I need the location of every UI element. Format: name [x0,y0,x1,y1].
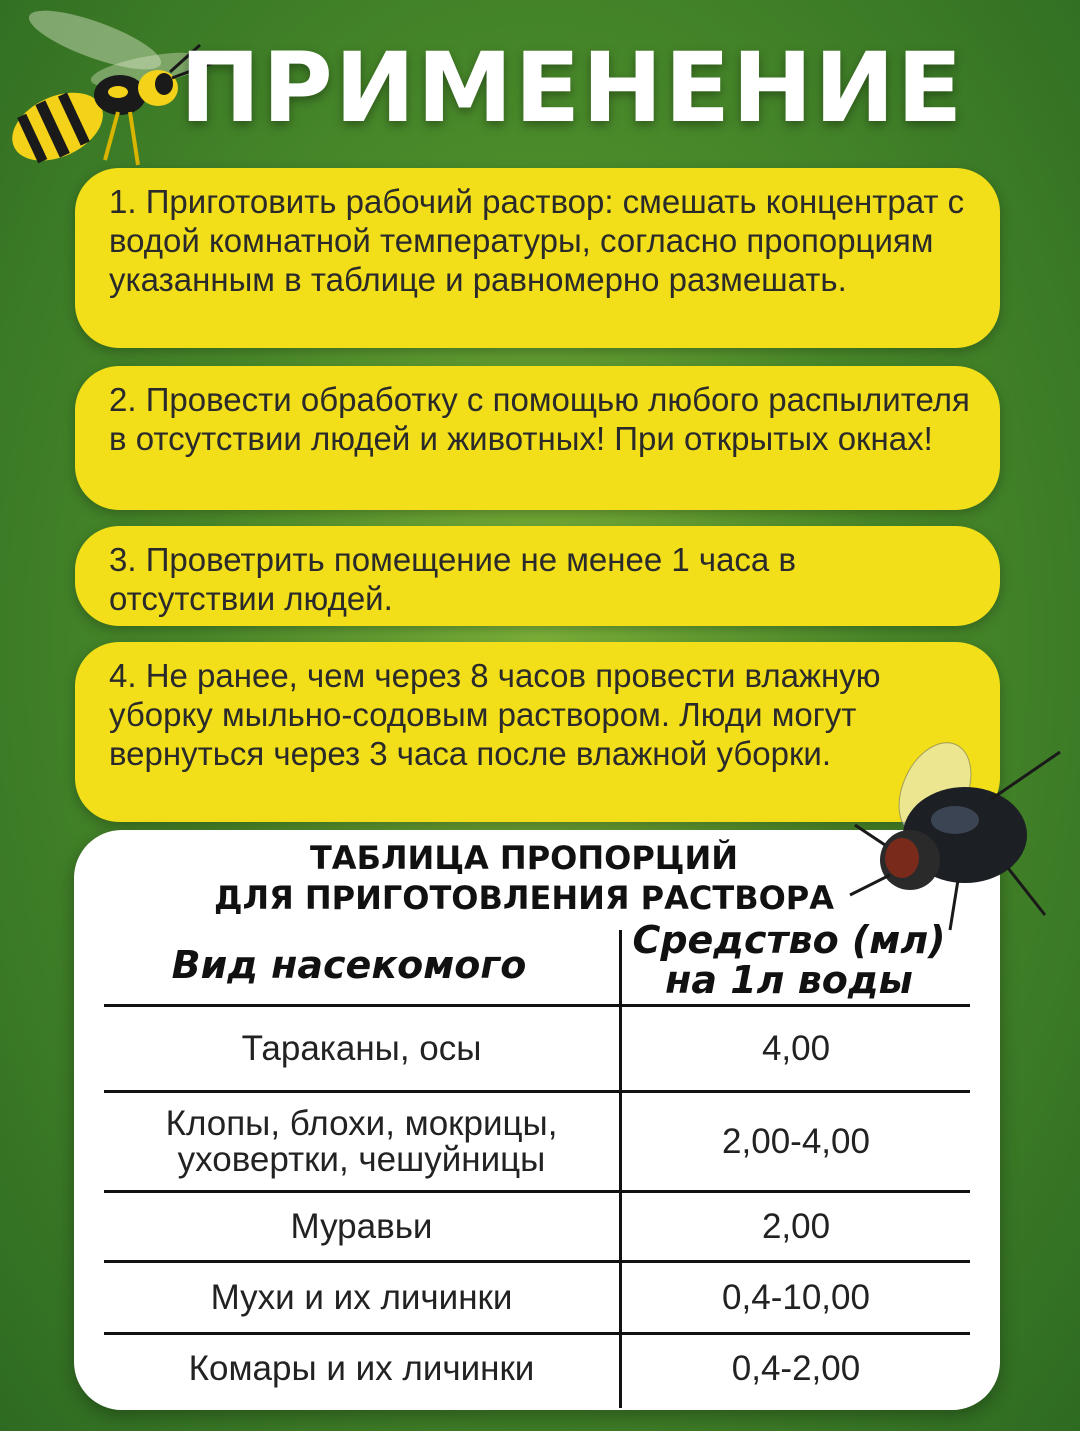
table-cell-insect [104,1335,619,1403]
step-4: 4. Не ранее, чем через 8 часов провести влажную уборку мыльно-содовым раствором. Люди могут вернуться через 3 часа после влажной уборки. [75,642,1000,822]
table-cell-dose [622,1263,970,1332]
table-cell-insect [104,1193,619,1260]
dose-value: 0,4-10,00 [722,1277,870,1317]
column-header-dose-line1: Средство (мл) [632,918,946,962]
column-header-dose-line2: на 1л воды [665,958,913,1002]
insect-name: Муравьи [290,1206,433,1246]
dose-value: 2,00 [761,1206,831,1246]
step-3: 3. Проветрить помещение не менее 1 часа в отсутствии людей. [75,526,1000,626]
table-title-line1: ТАБЛИЦА ПРОПОРЦИЙ [309,839,739,877]
table-cell-dose [622,1193,970,1260]
table-cell-dose [622,1007,970,1090]
table-title [74,838,974,918]
table-cell-dose [622,1093,970,1190]
table-cell-dose [622,1335,970,1403]
table-cell-insect [104,1093,619,1190]
insect-name: Комары и их личинки [188,1349,535,1388]
column-header-insect: Вид насекомого [171,943,527,987]
step-1: 1. Приготовить рабочий раствор: смешать концентрат с водой комнатной температуры, согласно пропорциям указанным в таблице и равномерно размешать. [75,168,1000,348]
fly-icon [840,740,1070,940]
insect-name-line2: уховертки, чешуйницы [177,1139,546,1179]
page-title: ПРИМЕНЕНИЕ [180,32,965,144]
table-cell-insect [104,1263,619,1332]
insect-name: Тараканы, осы [241,1028,482,1068]
dose-value: 0,4-2,00 [731,1349,861,1388]
step-2: 2. Провести обработку с помощью любого распылителя в отсутствии людей и животных! При открытых окнах! [75,366,1000,510]
table-cell-insect [104,1007,619,1090]
table-title-line2: ДЛЯ ПРИГОТОВЛЕНИЯ РАСТВОРА [213,879,834,917]
insect-name-line1: Клопы, блохи, мокрицы, [165,1103,558,1143]
dose-value: 4,00 [761,1028,831,1068]
insect-name: Мухи и их личинки [210,1277,513,1317]
dose-value: 2,00-4,00 [722,1121,870,1161]
